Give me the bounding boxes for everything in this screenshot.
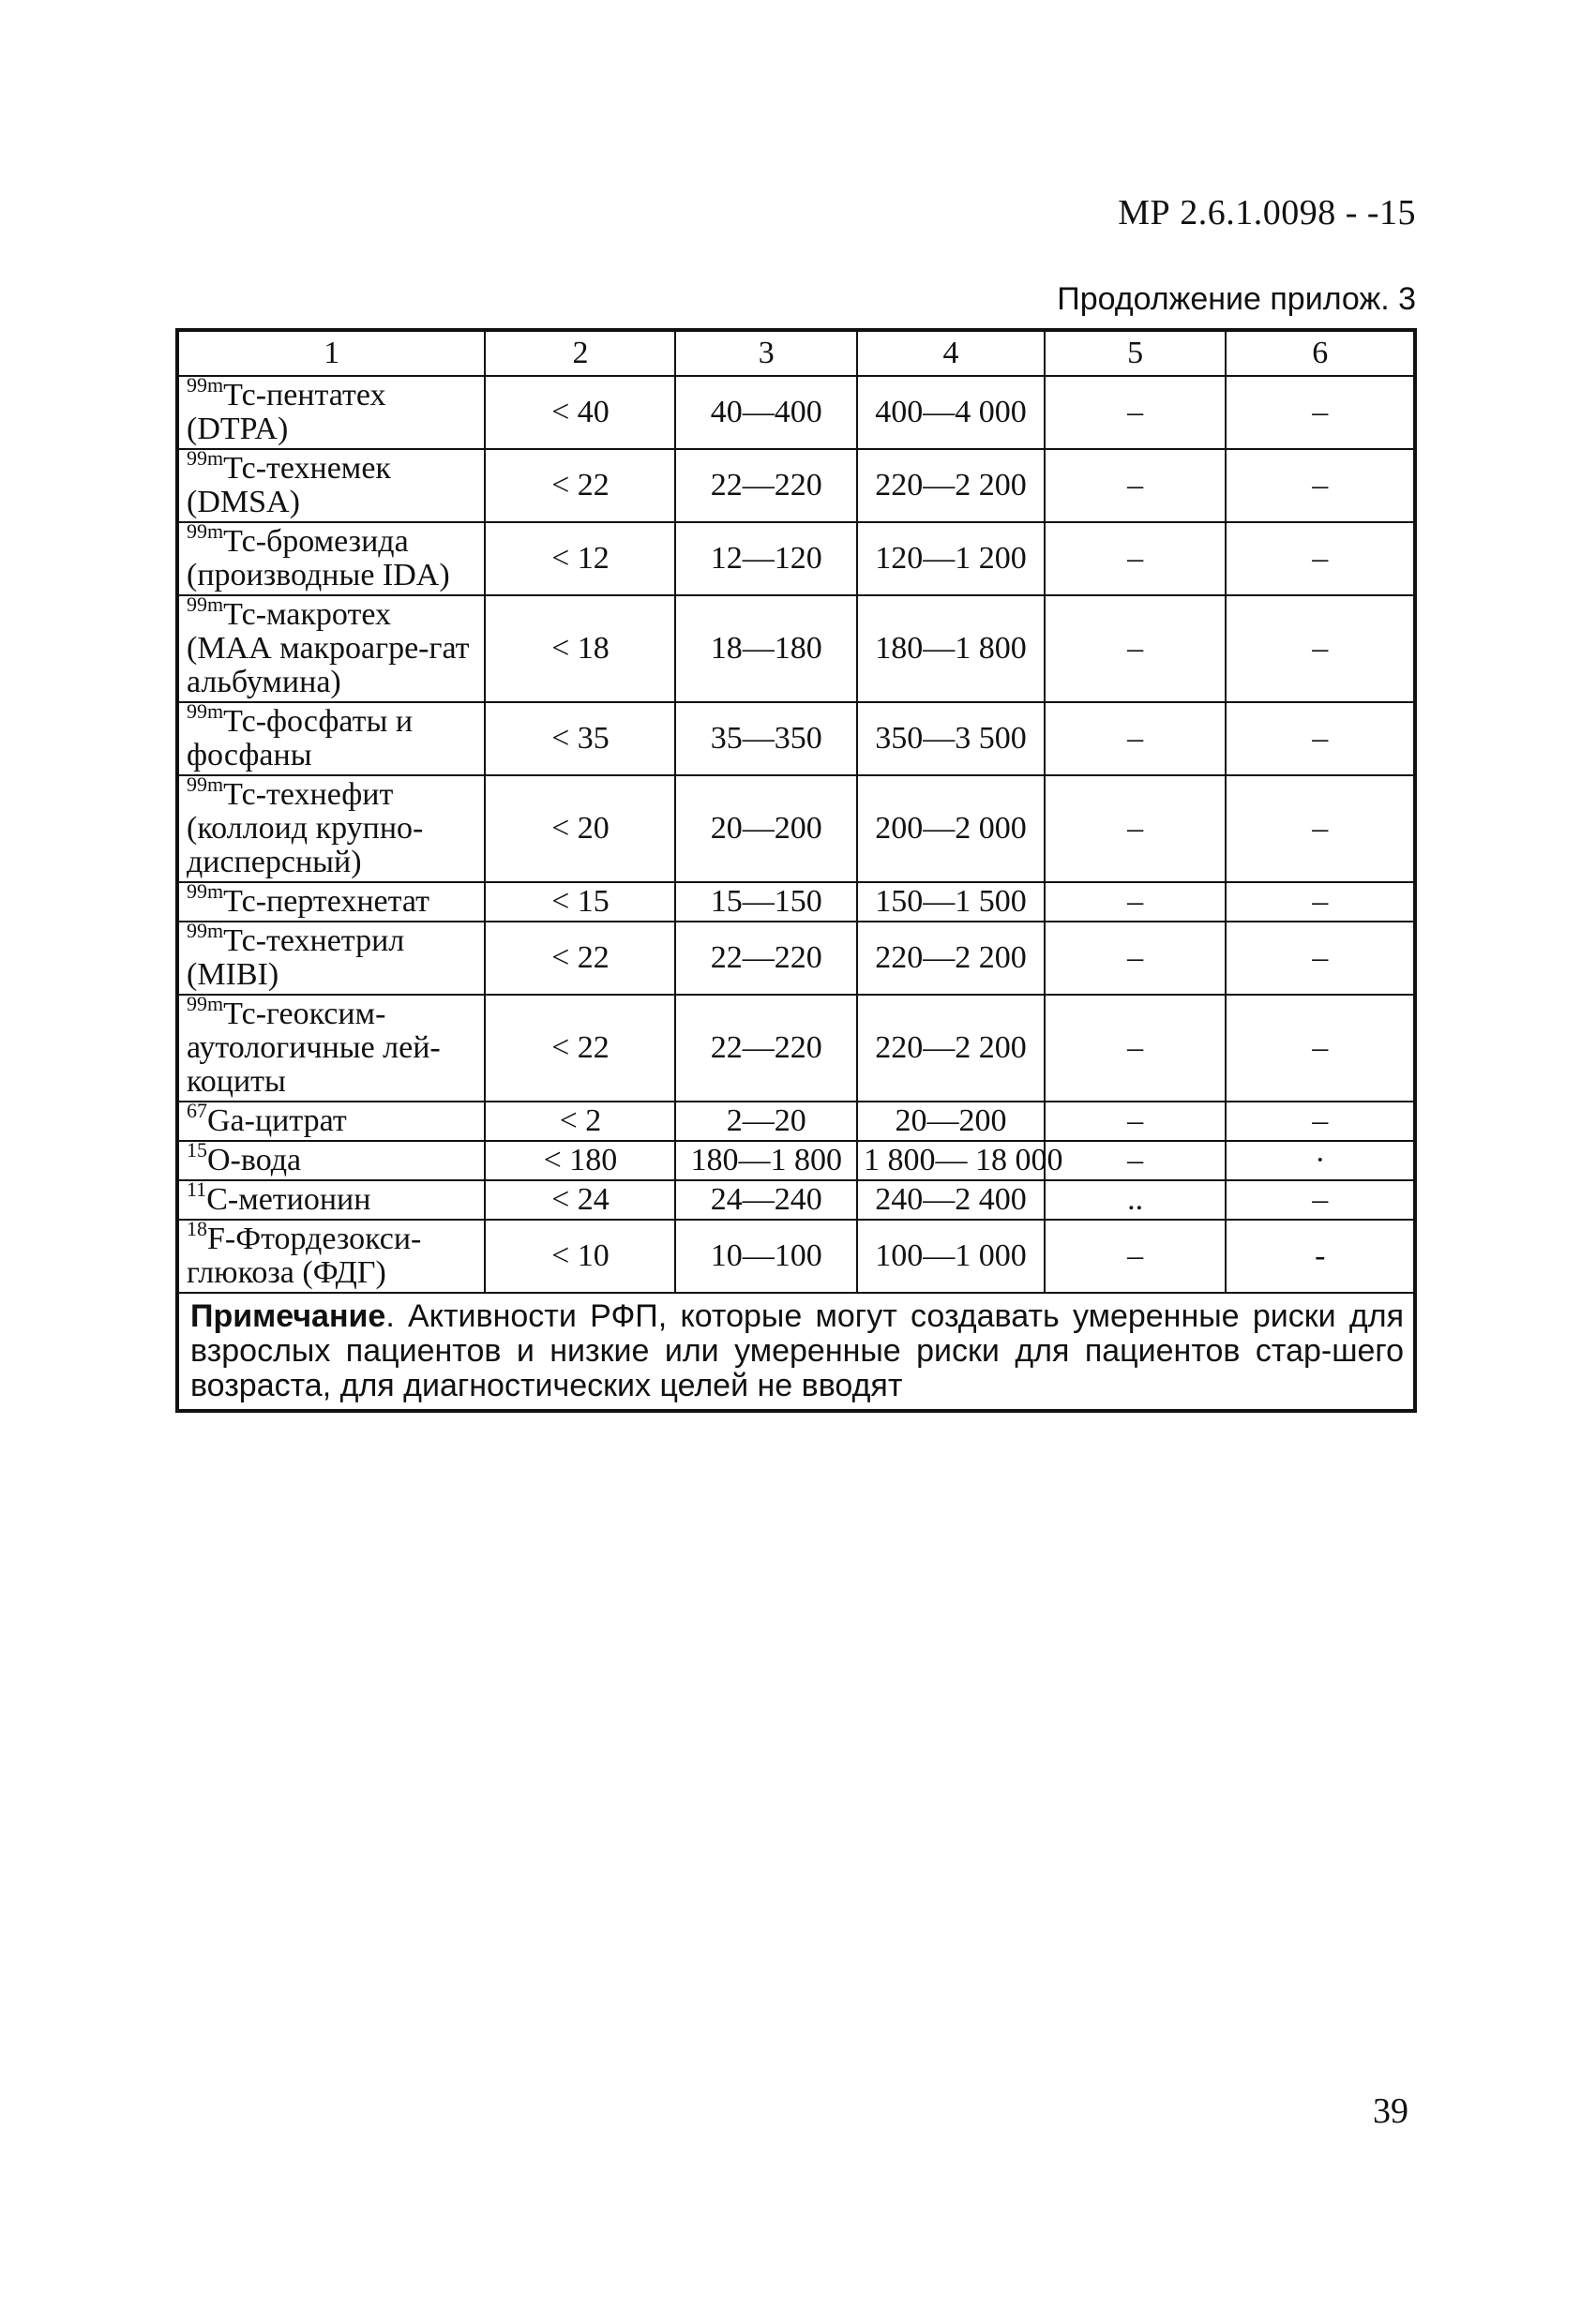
continuation-label: Продолжение прилож. 3 — [1057, 281, 1416, 317]
column-header: 3 — [675, 330, 857, 376]
value-cell-c6: – — [1226, 882, 1415, 922]
isotope-mass-number: 99m — [187, 519, 224, 543]
value-cell-c4: 350—3 500 — [857, 702, 1045, 775]
value-cell-c4: 220—2 200 — [857, 449, 1045, 522]
table-header-row — [177, 330, 1415, 376]
value-cell-c4: 20—200 — [857, 1102, 1045, 1141]
value-cell-c6: - — [1226, 1220, 1415, 1293]
value-cell-c5: – — [1045, 1141, 1227, 1180]
radiopharmaceutical-cell — [177, 1217, 485, 1293]
isotope-mass-number: 99m — [187, 373, 224, 397]
value-cell-c4: 120—1 200 — [857, 522, 1045, 595]
dose-table — [175, 328, 1417, 1413]
value-cell-c3: 35—350 — [675, 702, 857, 775]
value-cell-c2: < 10 — [485, 1220, 675, 1293]
value-cell-c3: 10—100 — [675, 1220, 857, 1293]
value-cell-c5: – — [1045, 775, 1227, 882]
value-cell-c5: – — [1045, 922, 1227, 995]
value-cell-c5: – — [1045, 595, 1227, 702]
table-row — [177, 882, 1415, 922]
note-text: . Активности РФП, которые могут создавать умеренные риски для взрослых пациентов и низкие или умеренные риски для пациентов стар-шего возраста, для диагностических целей не вводят — [190, 1298, 1404, 1403]
value-cell-c2: < 24 — [485, 1180, 675, 1220]
value-cell-c4: 150—1 500 — [857, 882, 1045, 922]
value-cell-c6: – — [1226, 595, 1415, 702]
radiopharmaceutical-cell — [177, 772, 485, 882]
column-header: 6 — [1226, 330, 1415, 376]
radiopharmaceutical-name: Тс-технемек (DMSA) — [187, 451, 391, 519]
radiopharmaceutical-cell — [177, 699, 485, 775]
value-cell-c3: 18—180 — [675, 595, 857, 702]
value-cell-c4: 200—2 000 — [857, 775, 1045, 882]
value-cell-c2: < 22 — [485, 922, 675, 995]
value-cell-c3: 180—1 800 — [675, 1141, 857, 1180]
radiopharmaceutical-name: Тс-фосфаты и фосфаны — [187, 704, 414, 772]
value-cell-c3: 2—20 — [675, 1102, 857, 1141]
radiopharmaceutical-name: Тс-пертехнетат — [223, 884, 429, 919]
isotope-mass-number: 99m — [187, 879, 224, 903]
value-cell-c2: < 2 — [485, 1102, 675, 1141]
radiopharmaceutical-cell — [177, 992, 485, 1102]
column-header: 5 — [1045, 330, 1227, 376]
isotope-mass-number: 99m — [187, 446, 224, 470]
radiopharmaceutical-cell — [177, 919, 485, 995]
table-row — [177, 775, 1415, 882]
column-header: 2 — [485, 330, 675, 376]
radiopharmaceutical-cell — [177, 519, 485, 595]
radiopharmaceutical-name: Тс-пентатех (DTPA) — [187, 378, 386, 446]
table-row — [177, 922, 1415, 995]
value-cell-c6: – — [1226, 449, 1415, 522]
value-cell-c3: 22—220 — [675, 995, 857, 1102]
radiopharmaceutical-cell — [177, 1099, 485, 1141]
isotope-mass-number: 99m — [187, 772, 224, 796]
value-cell-c2: < 18 — [485, 595, 675, 702]
table-row — [177, 995, 1415, 1102]
radiopharmaceutical-name: Тс-бромезида (производные IDA) — [187, 524, 450, 592]
table-row — [177, 702, 1415, 775]
document-code: МР 2.6.1.0098 - -15 — [1118, 193, 1416, 232]
value-cell-c5: – — [1045, 1220, 1227, 1293]
value-cell-c6: – — [1226, 1180, 1415, 1220]
radiopharmaceutical-name: Тс-технефит (коллоид крупно-дисперсный) — [187, 777, 424, 879]
isotope-mass-number: 18 — [187, 1217, 207, 1240]
value-cell-c5: – — [1045, 882, 1227, 922]
radiopharmaceutical-cell — [177, 879, 485, 922]
value-cell-c4: 1 800— 18 000 — [857, 1141, 1045, 1180]
value-cell-c6: – — [1226, 702, 1415, 775]
value-cell-c6: – — [1226, 376, 1415, 449]
page-number: 39 — [1373, 2092, 1408, 2131]
table-container — [175, 328, 1417, 1413]
value-cell-c3: 20—200 — [675, 775, 857, 882]
table-row — [177, 1102, 1415, 1141]
value-cell-c6: – — [1226, 775, 1415, 882]
value-cell-c2: < 40 — [485, 376, 675, 449]
value-cell-c5: – — [1045, 522, 1227, 595]
table-row — [177, 1141, 1415, 1180]
value-cell-c5: – — [1045, 1102, 1227, 1141]
table-body — [177, 373, 1415, 1293]
value-cell-c5: – — [1045, 995, 1227, 1102]
value-cell-c5: .. — [1045, 1180, 1227, 1220]
value-cell-c4: 180—1 800 — [857, 595, 1045, 702]
radiopharmaceutical-name: О-вода — [207, 1143, 302, 1177]
isotope-mass-number: 99m — [187, 992, 224, 1015]
value-cell-c2: < 35 — [485, 702, 675, 775]
radiopharmaceutical-cell — [177, 1138, 485, 1180]
radiopharmaceutical-cell — [177, 446, 485, 522]
value-cell-c2: < 15 — [485, 882, 675, 922]
value-cell-c4: 100—1 000 — [857, 1220, 1045, 1293]
radiopharmaceutical-name: F-Фтордезокси-глюкоза (ФДГ) — [187, 1222, 422, 1290]
value-cell-c6: – — [1226, 922, 1415, 995]
value-cell-c3: 22—220 — [675, 449, 857, 522]
radiopharmaceutical-name: Тс-геоксим-аутологичные лей-коциты — [187, 997, 441, 1099]
value-cell-c5: – — [1045, 376, 1227, 449]
radiopharmaceutical-cell — [177, 1177, 485, 1220]
isotope-mass-number: 99m — [187, 699, 224, 723]
isotope-mass-number: 11 — [187, 1177, 207, 1201]
isotope-mass-number: 15 — [187, 1138, 207, 1162]
value-cell-c3: 40—400 — [675, 376, 857, 449]
value-cell-c5: – — [1045, 449, 1227, 522]
isotope-mass-number: 67 — [187, 1099, 207, 1122]
value-cell-c3: 12—120 — [675, 522, 857, 595]
value-cell-c3: 22—220 — [675, 922, 857, 995]
value-cell-c2: < 22 — [485, 995, 675, 1102]
radiopharmaceutical-name: Ga-цитрат — [207, 1103, 347, 1138]
value-cell-c6: – — [1226, 522, 1415, 595]
note-cell — [177, 1293, 1415, 1411]
radiopharmaceutical-name: С-метионин — [206, 1182, 371, 1217]
value-cell-c2: < 180 — [485, 1141, 675, 1180]
value-cell-c6: – — [1226, 1102, 1415, 1141]
table-row — [177, 595, 1415, 702]
column-header: 1 — [177, 330, 485, 376]
table-row — [177, 449, 1415, 522]
column-header: 4 — [857, 330, 1045, 376]
value-cell-c2: < 20 — [485, 775, 675, 882]
radiopharmaceutical-cell — [177, 373, 485, 449]
value-cell-c4: 400—4 000 — [857, 376, 1045, 449]
value-cell-c5: – — [1045, 702, 1227, 775]
value-cell-c6: · — [1226, 1141, 1415, 1180]
radiopharmaceutical-cell — [177, 592, 485, 702]
table-row — [177, 1180, 1415, 1220]
value-cell-c3: 24—240 — [675, 1180, 857, 1220]
note-label: Примечание — [190, 1298, 386, 1334]
radiopharmaceutical-name: Тс-макротех (МАА макроагре-гат альбумина) — [187, 597, 470, 699]
value-cell-c4: 220—2 200 — [857, 922, 1045, 995]
value-cell-c2: < 12 — [485, 522, 675, 595]
table-row — [177, 1220, 1415, 1293]
radiopharmaceutical-name: Тс-технетрил (MIBI) — [187, 923, 405, 992]
note-row — [177, 1293, 1415, 1411]
value-cell-c4: 220—2 200 — [857, 995, 1045, 1102]
value-cell-c4: 240—2 400 — [857, 1180, 1045, 1220]
table-row — [177, 522, 1415, 595]
table-row — [177, 376, 1415, 449]
value-cell-c3: 15—150 — [675, 882, 857, 922]
isotope-mass-number: 99m — [187, 592, 224, 616]
isotope-mass-number: 99m — [187, 919, 224, 942]
value-cell-c6: – — [1226, 995, 1415, 1102]
value-cell-c2: < 22 — [485, 449, 675, 522]
